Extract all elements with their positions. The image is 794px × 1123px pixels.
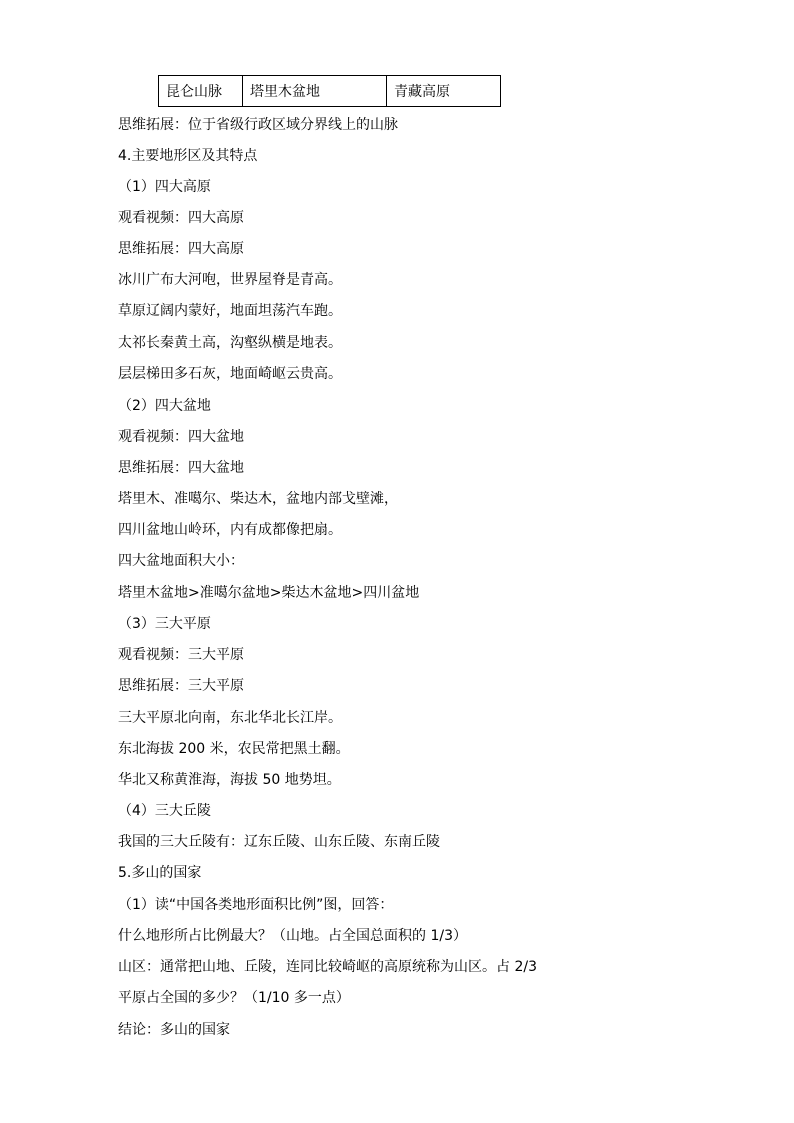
text-line: 观看视频：四大盆地 (118, 429, 244, 445)
subsection-heading: （4）三大丘陵 (118, 803, 211, 819)
text-line: （1）读“中国各类地形面积比例”图，回答： (118, 897, 394, 913)
verse-line: 太祁长秦黄土高，沟壑纵横是地表。 (118, 335, 342, 351)
text-line: 思维拓展：位于省级行政区域分界线上的山脉 (118, 117, 398, 133)
verse-line: 草原辽阔内蒙好，地面坦荡汽车跑。 (118, 303, 342, 319)
text-line: 思维拓展：三大平原 (118, 678, 244, 694)
subsection-heading: （2）四大盆地 (118, 398, 211, 414)
table-row (159, 76, 501, 107)
verse-line: 四川盆地山岭环，内有成都像把扇。 (118, 522, 342, 538)
text-line: 山区：通常把山地、丘陵，连同比较崎岖的高原统称为山区。占 2/3 (118, 959, 537, 975)
text-line: 观看视频：三大平原 (118, 647, 244, 663)
text-line: 平原占全国的多少？（1/10 多一点） (118, 990, 350, 1006)
text-line: 塔里木盆地>准噶尔盆地>柴达木盆地>四川盆地 (118, 585, 420, 601)
text-line: 我国的三大丘陵有：辽东丘陵、山东丘陵、东南丘陵 (118, 834, 440, 850)
verse-line: 华北又称黄淮海，海拔 50 地势坦。 (118, 772, 341, 788)
text-line: 结论：多山的国家 (118, 1022, 230, 1038)
table-cell-mountain: 昆仑山脉 (159, 76, 243, 107)
text-line: 思维拓展：四大盆地 (118, 460, 244, 476)
landform-table (158, 75, 501, 107)
subsection-heading: （3）三大平原 (118, 616, 211, 632)
verse-line: 三大平原北向南，东北华北长江岸。 (118, 710, 342, 726)
verse-line: 层层梯田多石灰，地面崎岖云贵高。 (118, 366, 342, 382)
section-heading: 5.多山的国家 (118, 865, 202, 881)
verse-line: 冰川广布大河咆，世界屋脊是青高。 (118, 272, 342, 288)
text-line: 观看视频：四大高原 (118, 210, 244, 226)
verse-line: 东北海拔 200 米，农民常把黑土翻。 (118, 741, 350, 757)
text-line: 思维拓展：四大高原 (118, 241, 244, 257)
subsection-heading: （1）四大高原 (118, 179, 211, 195)
table-cell-plateau: 青藏高原 (387, 76, 501, 107)
text-line: 什么地形所占比例最大？（山地。占全国总面积的 1/3） (118, 928, 467, 944)
section-heading: 4.主要地形区及其特点 (118, 148, 258, 164)
table-cell-basin: 塔里木盆地 (243, 76, 387, 107)
verse-line: 塔里木、准噶尔、柴达木，盆地内部戈壁滩， (118, 491, 398, 507)
text-line: 四大盆地面积大小： (118, 553, 244, 569)
